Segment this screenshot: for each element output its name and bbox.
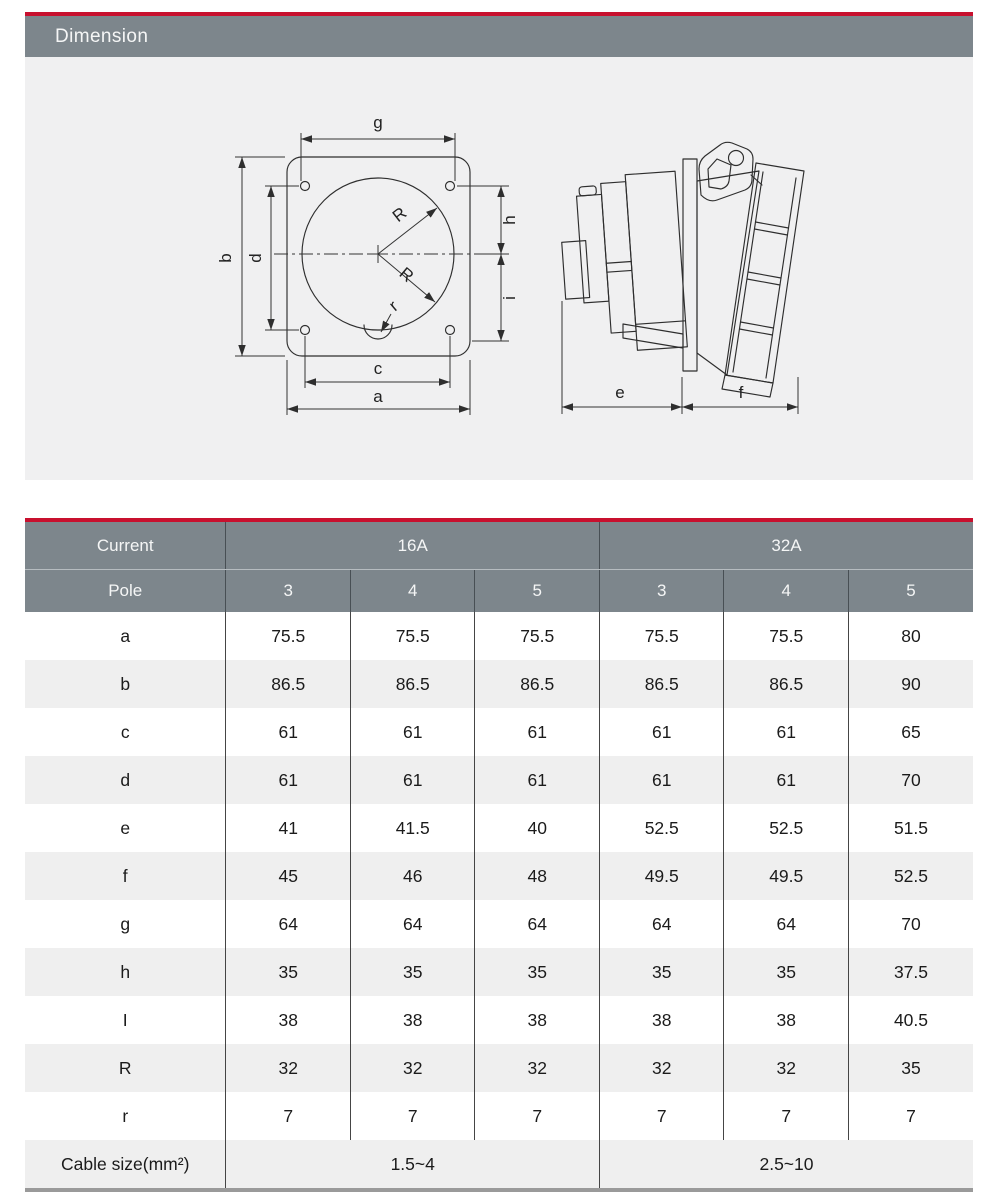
cable-size-value-16A: 1.5~4 — [226, 1140, 600, 1190]
cell-value: 37.5 — [848, 948, 973, 996]
cell-value: 61 — [599, 708, 724, 756]
cell-value: 61 — [724, 756, 849, 804]
cell-value: 64 — [475, 900, 600, 948]
cell-value: 86.5 — [475, 660, 600, 708]
pole-header-32A-3: 3 — [599, 570, 724, 613]
cell-value: 64 — [724, 900, 849, 948]
cell-value: 40.5 — [848, 996, 973, 1044]
cell-value: 7 — [848, 1092, 973, 1140]
pole-header-32A-5: 5 — [848, 570, 973, 613]
cell-value: 7 — [226, 1092, 351, 1140]
cell-value: 75.5 — [599, 612, 724, 660]
cell-value: 32 — [226, 1044, 351, 1092]
cell-value: 64 — [350, 900, 475, 948]
table-body — [25, 612, 973, 1190]
cell-value: 61 — [350, 756, 475, 804]
row-label-a: a — [120, 625, 131, 646]
header-row-current — [25, 520, 973, 570]
cell-value: 61 — [226, 708, 351, 756]
cell-value: 61 — [475, 708, 600, 756]
cell-value: 35 — [724, 948, 849, 996]
cell-value: 61 — [475, 756, 600, 804]
cell-value: 38 — [226, 996, 351, 1044]
cell-value: 38 — [599, 996, 724, 1044]
cell-value: 35 — [599, 948, 724, 996]
table-row-f — [25, 852, 973, 900]
row-label-I: I — [122, 1009, 128, 1030]
cell-value: 45 — [226, 852, 351, 900]
dim-label-h: h — [500, 215, 519, 225]
table-row-h — [25, 948, 973, 996]
cell-value: 61 — [350, 708, 475, 756]
cell-value: 61 — [226, 756, 351, 804]
dim-label-R-upper: R — [388, 203, 411, 226]
cell-value: 38 — [475, 996, 600, 1044]
cell-value: 32 — [724, 1044, 849, 1092]
dim-label-f: f — [738, 383, 744, 402]
cell-value: 86.5 — [350, 660, 475, 708]
row-label-h: h — [25, 948, 226, 996]
current-group-16A: 16A — [226, 520, 600, 570]
pole-header-label: Pole — [25, 570, 226, 613]
dim-label-b: b — [216, 253, 235, 263]
cell-value: 49.5 — [599, 852, 724, 900]
side-view-drawing — [557, 142, 804, 414]
dim-label-e: e — [615, 383, 625, 402]
table-row-I — [25, 996, 973, 1044]
table-header — [25, 520, 973, 612]
cell-value: 75.5 — [724, 612, 849, 660]
table-row-a — [25, 612, 973, 660]
pole-header-16A-5: 5 — [475, 570, 600, 613]
cable-size-value-32A: 2.5~10 — [599, 1140, 973, 1190]
cell-value: 7 — [475, 1092, 600, 1140]
cell-value: 86.5 — [724, 660, 849, 708]
row-label-e: e — [120, 817, 131, 838]
cell-value: 90 — [848, 660, 973, 708]
cell-value: 35 — [848, 1044, 973, 1092]
cell-value: 61 — [724, 708, 849, 756]
cell-value: 70 — [848, 756, 973, 804]
front-view-drawing — [216, 113, 519, 415]
cell-value: 52.5 — [599, 804, 724, 852]
pole-header-16A-4: 4 — [350, 570, 475, 613]
cell-value: 75.5 — [350, 612, 475, 660]
cell-value: 52.5 — [724, 804, 849, 852]
table-row-c — [25, 708, 973, 756]
pole-header-16A-3: 3 — [226, 570, 351, 613]
dim-label-g: g — [373, 113, 383, 132]
table-row-e — [25, 804, 973, 852]
dim-label-R-lower: R — [395, 263, 418, 287]
cell-value: 35 — [475, 948, 600, 996]
section-title-text: Dimension — [55, 25, 149, 47]
cell-value: 64 — [599, 900, 724, 948]
cell-value: 7 — [724, 1092, 849, 1140]
cell-value: 40 — [475, 804, 600, 852]
cell-value: 80 — [848, 612, 973, 660]
cell-value: 46 — [350, 852, 475, 900]
table-row-d — [25, 756, 973, 804]
cell-value: 49.5 — [724, 852, 849, 900]
cell-value: 7 — [599, 1092, 724, 1140]
table-row-b — [25, 660, 973, 708]
dim-label-c: c — [373, 359, 383, 378]
section-title-bar — [25, 16, 973, 57]
dimension-table — [25, 518, 973, 1192]
dimension-table-section — [25, 518, 973, 1192]
row-label-b: b — [25, 660, 226, 708]
row-label-cable-size: Cable size(mm²) — [25, 1140, 226, 1190]
dim-label-i: i — [500, 296, 519, 300]
table-row-cable-size — [25, 1140, 973, 1190]
current-header-label: Current — [25, 520, 226, 570]
cell-value: 7 — [350, 1092, 475, 1140]
cell-value: 35 — [350, 948, 475, 996]
cell-value: 61 — [599, 756, 724, 804]
header-row-pole — [25, 570, 973, 613]
row-label-r: r — [122, 1105, 129, 1126]
dimension-drawing-panel — [25, 57, 973, 480]
cell-value: 51.5 — [848, 804, 973, 852]
table-row-r — [25, 1092, 973, 1140]
cell-value: 32 — [475, 1044, 600, 1092]
row-label-f: f — [25, 852, 226, 900]
dim-label-a: a — [373, 387, 383, 406]
dim-label-d: d — [246, 253, 265, 263]
cell-value: 86.5 — [599, 660, 724, 708]
section-title — [25, 12, 973, 57]
cell-value: 32 — [350, 1044, 475, 1092]
cell-value: 32 — [599, 1044, 724, 1092]
cell-value: 38 — [350, 996, 475, 1044]
cell-value: 35 — [226, 948, 351, 996]
current-group-32A: 32A — [599, 520, 973, 570]
cell-value: 86.5 — [226, 660, 351, 708]
cell-value: 48 — [475, 852, 600, 900]
dimension-drawing — [25, 57, 973, 480]
table-row-g — [25, 900, 973, 948]
cell-value: 38 — [724, 996, 849, 1044]
row-label-d: d — [25, 756, 226, 804]
row-label-R: R — [25, 1044, 226, 1092]
cell-value: 75.5 — [226, 612, 351, 660]
cell-value: 65 — [848, 708, 973, 756]
cell-value: 64 — [226, 900, 351, 948]
cell-value: 41 — [226, 804, 351, 852]
pole-header-32A-4: 4 — [724, 570, 849, 613]
table-row-R — [25, 1044, 973, 1092]
cell-value: 75.5 — [475, 612, 600, 660]
cell-value: 41.5 — [350, 804, 475, 852]
row-label-g: g — [120, 913, 131, 934]
cell-value: 70 — [848, 900, 973, 948]
dim-label-r: r — [385, 296, 402, 315]
row-label-c: c — [120, 721, 130, 742]
cell-value: 52.5 — [848, 852, 973, 900]
